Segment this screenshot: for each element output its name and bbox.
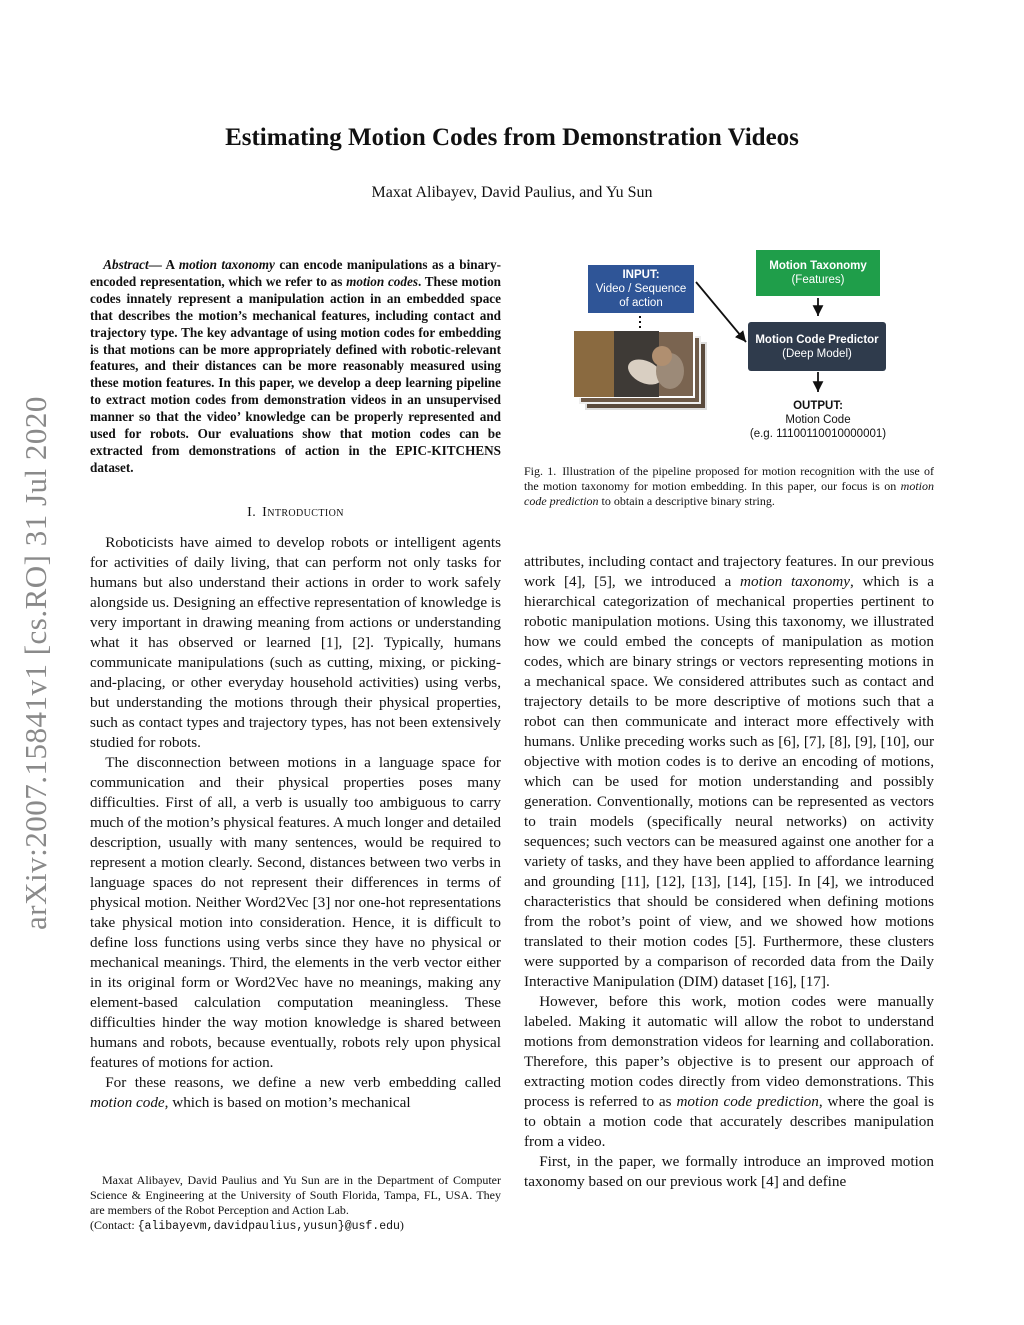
pipeline-figure	[520, 246, 940, 458]
paper-title: Estimating Motion Codes from Demonstration Videos	[225, 124, 799, 151]
motion-code-predictor-box: Motion Code Predictor (Deep Model)	[748, 322, 886, 371]
right-column	[524, 552, 934, 1192]
right-paragraph-3: First, in the paper, we formally introduce an improved motion taxonomy based on our previous work [4] and define	[524, 1153, 934, 1190]
arxiv-identifier: arXiv:2007.15841v1 [cs.RO] 31 Jul 2020	[18, 396, 53, 930]
video-frames-image	[574, 331, 706, 409]
figure-caption: Fig. 1. Illustration of the pipeline proposed for motion recognition with the use of the motion taxonomy for motion embedding. In this paper, our focus is on motion code prediction to obtain a descriptive binary string.	[524, 464, 934, 508]
right-paragraph-2: However, before this work, motion codes were manually labeled. Making it automatic will allow the robot to understand motions from demonstration videos for learning and collaboration. Therefore, this paper’s objective is to present our approach of extracting motion codes directly from video demonstrations. This process is referred to as motion code prediction, where the goal is to obtain a motion code that accurately describes manipulation from a video.	[524, 993, 934, 1150]
intro-paragraph-2: The disconnection between motions in a language space for communication and their physical properties poses many difficulties. First of all, a verb is usually too ambiguous to carry much of the motion’s physical features. A much longer and detailed description, usually with many sentences, would be required to represent a motion clearly. Second, distances between two verbs in language spaces do not represent their differences in terms of physical motion. Neither Word2Vec [3] nor one-hot representations take physical motion into consideration. Hence, it is difficult to define loss functions using verbs since they have no physical or mechanical meanings. Third, the elements in the verb vector either in its original form or Word2Vec have no meanings, making any element-based calculation computation meaningless. These difficulties hinder the way motion knowledge is shared between humans and robots, because eventually, robots rely upon physical features of motions for action.	[90, 753, 501, 1071]
abstract-label: Abstract	[103, 257, 149, 272]
intro-paragraph-3: For these reasons, we define a new verb embedding called motion code, which is based on motion’s mechanical	[90, 1073, 501, 1111]
right-paragraph-1: attributes, including contact and trajectory features. In our previous work [4], [5], we introduced a motion taxonomy, which is a hierarchical categorization of mechanical properties pertinent to robotic manipulation motions. Using this taxonomy, we illustrated how we could embed the concepts of manipulation as motion codes, which are binary strings or vectors representing motions in a mechanical space. We considered attributes such as contact and trajectory details to be more descriptive of motions such that a robot can then communicate and interact more effectively with humans. Unlike preceding works such as [6], [7], [8], [9], [10], our objective with motion codes is to derive an encoding of motions, which can be used for motion understanding and possibly generation. Conventionally, motions can be represented as vectors to train models (specifically neural networks) on activity sequences; such vectors can be measured against one another for a variety of tasks, and they have been applied to affordance learning and grounding [11], [12], [13], [14], [15]. In [4], we introduced characteristics that should be considered when defining motions from the robot’s point of view, and we showed how motions translated to their motion codes [5]. Furthermore, these clusters were supported by a comparison of recorded data from the Daily Interactive Manipulation (DIM) dataset [16], [17].	[524, 553, 934, 990]
paper-authors: Maxat Alibayev, David Paulius, and Yu Sun	[371, 184, 653, 201]
contact-email: {alibayevm,davidpaulius,yusun}@usf.edu	[137, 1220, 400, 1233]
left-column	[90, 257, 501, 1113]
input-box: INPUT: Video / Sequence of action	[588, 265, 694, 313]
author-footnote: Maxat Alibayev, David Paulius and Yu Sun are in the Department of Computer Science & Engineering at the University of South Florida, Tampa, FL, USA. They are members of the Robot Perception and Action Lab. (Contact: {alibayevm,davidpaulius,yusun}@usf.edu)	[90, 1173, 501, 1233]
intro-paragraph-1: Roboticists have aimed to develop robots or intelligent agents for activities of daily living, that can perform not only tasks for humans but also understand their actions in order to work safely alongside us. Designing an effective representation of knowledge is very important in drawing meaning from actions or understanding what it has observed or learned [1], [2]. Typically, humans communicate manipulations (such as cutting, mixing, or picking-and-placing, or other everyday household activities) using verbs, but understanding the motions through their physical properties, such as contact types and trajectory types, has not been extensively studied for robots.	[90, 533, 501, 751]
motion-taxonomy-box: Motion Taxonomy (Features)	[756, 250, 880, 296]
arrow-input-to-predictor	[696, 282, 746, 342]
abstract: Abstract— A motion taxonomy can encode manipulations as a binary-encoded representation, which we refer to as motion codes. These motion codes innately represent a manipulation action in an embedded space that describes the motion’s mechanical features, including contact and trajectory type. The key advantage of using motion codes for embedding is that motions can be more appropriately defined with robotic-relevant features, and their distances can be more reasonably measured using these motion features. In this paper, we develop a deep learning pipeline to extract motion codes from demonstration videos in an unsupervised manner so that the video’ knowledge can be properly represented and used for robots. Our evaluations show that motion codes can be extracted from demonstrations of action in the EPIC-KITCHENS dataset.	[90, 257, 501, 475]
section-heading-introduction: I. Introduction	[247, 504, 344, 520]
output-label: OUTPUT: Motion Code (e.g. 11100110010000001)	[749, 400, 887, 440]
